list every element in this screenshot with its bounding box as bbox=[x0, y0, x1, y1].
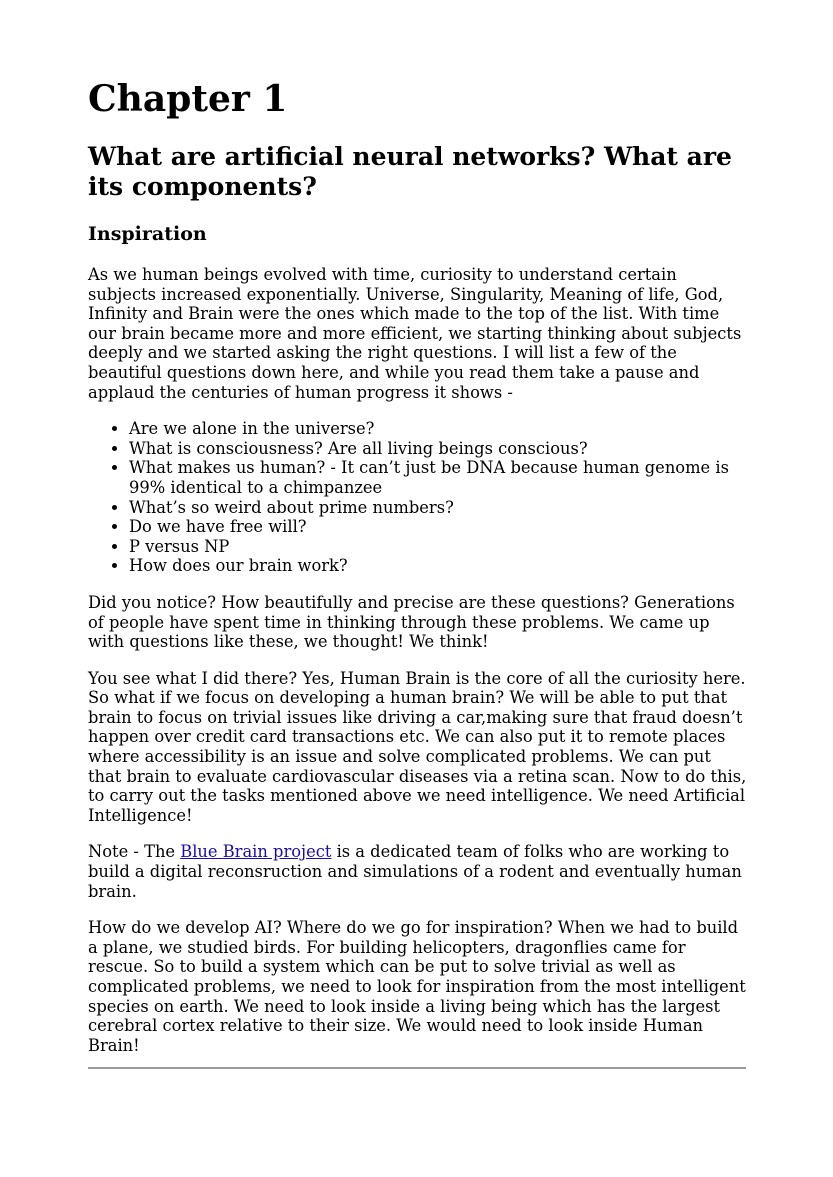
questions-list bbox=[88, 419, 748, 576]
list-item: • Do we have free will? bbox=[129, 517, 748, 537]
human-brain-paragraph: You see what I did there? Yes, Human Brain is the core of all the curiosity here. So what if we focus on developing a human brain? We will be able to put that brain to focus on trivial issues like driving a car,making sure that fraud doesn’t happen over credit card transactions etc. We can also put it to remote places where accessibility is an issue and solve complicated problems. We can put that brain to evaluate cardiovascular diseases via a retina scan. Now to do this, to carry out the tasks mentioned above we need intelligence. We need Artificial Intelligence! bbox=[88, 668, 747, 825]
list-item: • Are we alone in the universe? bbox=[129, 419, 748, 439]
list-item: • What’s so weird about prime numbers? bbox=[129, 498, 748, 518]
subsection-title: Inspiration bbox=[88, 223, 207, 245]
notice-paragraph: Did you notice? How beautifully and precise are these questions? Generations of people have spent time in thinking through these problems. We came up with questions like these, we thought! We think! bbox=[88, 592, 735, 652]
note-paragraph bbox=[88, 842, 748, 901]
list-item: • What makes us human? - It can’t just be DNA because human genome is 99% identical to a chimpanzee bbox=[129, 458, 748, 497]
horizontal-rule bbox=[88, 1067, 746, 1069]
list-item: • What is consciousness? Are all living beings conscious? bbox=[129, 439, 748, 459]
document-page bbox=[88, 78, 748, 1072]
section-title: What are artificial neural networks? What are its components? bbox=[88, 142, 732, 201]
develop-ai-paragraph: How do we develop AI? Where do we go for inspiration? When we had to build a plane, we studied birds. For building helicopters, dragonflies came for rescue. So to build a system which can be put to solve trivial as well as complicated problems, we need to look for inspiration from the most intelligent species on earth. We need to look inside a living being which has the largest cerebral cortex relative to their size. We would need to look inside Human Brain! bbox=[88, 918, 746, 1055]
blue-brain-project-link[interactable]: Blue Brain project bbox=[180, 842, 332, 862]
list-item: • How does our brain work? bbox=[129, 556, 748, 576]
intro-paragraph: As we human beings evolved with time, curiosity to understand certain subjects increased exponentially. Universe, Singularity, Meaning of life, God, Infinity and Brain were the ones which made to the top of the list. With time our brain became more and more efficient, we starting thinking about subjects deeply and we started asking the right questions. I will list a few of the beautiful questions down here, and while you read them take a pause and applaud the centuries of human progress it shows - bbox=[88, 265, 742, 402]
chapter-title: Chapter 1 bbox=[88, 78, 288, 120]
list-item: • P versus NP bbox=[129, 537, 748, 557]
note-suffix: is a dedicated team of folks who are working to build a digital reconsruction and simulations of a rodent and eventually human brain. bbox=[88, 842, 742, 901]
note-prefix: Note - The bbox=[88, 842, 181, 862]
